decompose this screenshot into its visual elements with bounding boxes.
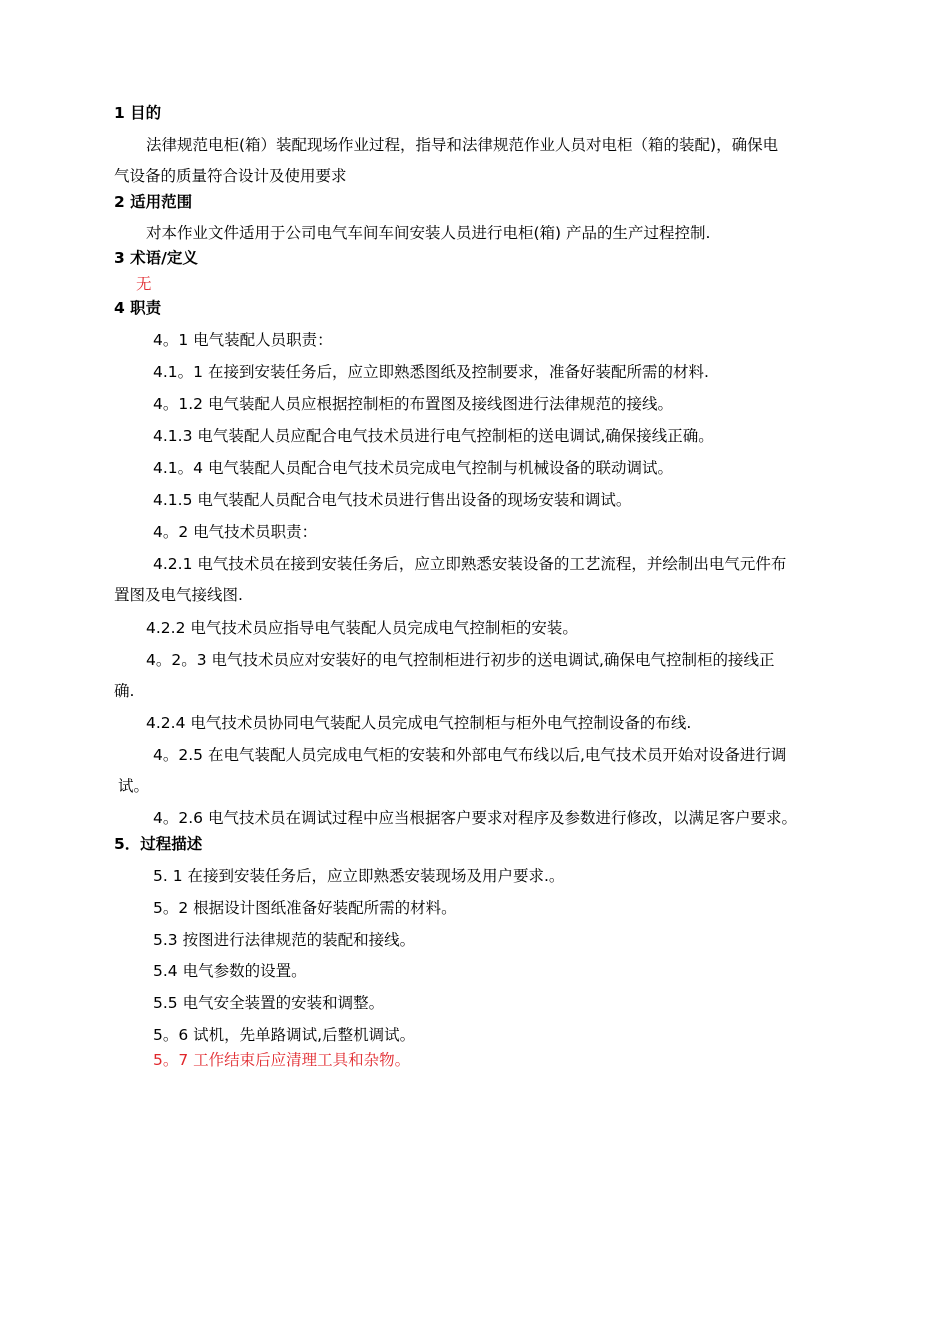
item-5-1: 5. 1 在接到安装任务后，应立即熟悉安装现场及用户要求.。: [153, 867, 565, 885]
item-5-7: 5。7 工作结束后应清理工具和杂物。: [153, 1051, 411, 1069]
item-4-2-6: 4。2.6 电气技术员在调试过程中应当根据客户要求对程序及参数进行修改，以满足客户要求。: [153, 809, 797, 827]
item-5-2: 5。2 根据设计图纸准备好装配所需的材料。: [153, 899, 457, 917]
item-4-1-4: 4.1。4 电气装配人员配合电气技术员完成电气控制与机械设备的联动调试。: [153, 459, 673, 477]
item-4-2-2: 4.2.2 电气技术员应指导电气装配人员完成电气控制柜的安装。: [146, 619, 578, 637]
item-4-2-3-line-2: 确.: [114, 682, 135, 700]
section-4-heading: 4 职责: [114, 299, 162, 317]
item-4-2-1-line-2: 置图及电气接线图.: [114, 586, 243, 604]
section-3-heading: 3 术语/定义: [114, 249, 198, 267]
item-4-1-5: 4.1.5 电气装配人员配合电气技术员进行售出设备的现场安装和调试。: [153, 491, 632, 509]
item-4-1-1: 4.1。1 在接到安装任务后，应立即熟悉图纸及控制要求，准备好装配所需的材料.: [153, 363, 709, 381]
item-4-2-1-line-1: 4.2.1 电气技术员在接到安装任务后，应立即熟悉安装设备的工艺流程，并绘制出电气元件布: [153, 555, 787, 573]
item-4-2-5-line-1: 4。2.5 在电气装配人员完成电气柜的安装和外部电气布线以后,电气技术员开始对设备进行调: [153, 746, 787, 764]
item-4-1: 4。1 电气装配人员职责：: [153, 331, 333, 349]
section-2-heading: 2 适用范围: [114, 193, 193, 211]
section-2-paragraph: 对本作业文件适用于公司电气车间车间安装人员进行电柜(箱) 产品的生产过程控制.: [146, 224, 711, 242]
section-1-paragraph-line-1: 法律规范电柜(箱）装配现场作业过程，指导和法律规范作业人员对电柜（箱的装配)，确保电: [146, 136, 779, 154]
section-3-none-text: 无: [136, 275, 152, 293]
item-5-6: 5。6 试机，先单路调试,后整机调试。: [153, 1026, 416, 1044]
item-4-1-2: 4。1.2 电气装配人员应根据控制柜的布置图及接线图进行法律规范的接线。: [153, 395, 673, 413]
item-4-2-4: 4.2.4 电气技术员协同电气装配人员完成电气控制柜与柜外电气控制设备的布线.: [146, 714, 692, 732]
item-4-2-5-line-2: 试。: [118, 777, 150, 795]
section-5-heading: 5．过程描述: [114, 835, 203, 853]
item-4-2-3-line-1: 4。2。3 电气技术员应对安装好的电气控制柜进行初步的送电调试,确保电气控制柜的接线正: [146, 651, 775, 669]
item-4-2: 4。2 电气技术员职责：: [153, 523, 318, 541]
section-1-paragraph-line-2: 气设备的质量符合设计及使用要求: [114, 167, 347, 185]
section-1-heading: 1 目的: [114, 104, 162, 122]
item-5-4: 5.4 电气参数的设置。: [153, 962, 307, 980]
item-4-1-3: 4.1.3 电气装配人员应配合电气技术员进行电气控制柜的送电调试,确保接线正确。: [153, 427, 714, 445]
item-5-5: 5.5 电气安全装置的安装和调整。: [153, 994, 385, 1012]
item-5-3: 5.3 按图进行法律规范的装配和接线。: [153, 931, 416, 949]
